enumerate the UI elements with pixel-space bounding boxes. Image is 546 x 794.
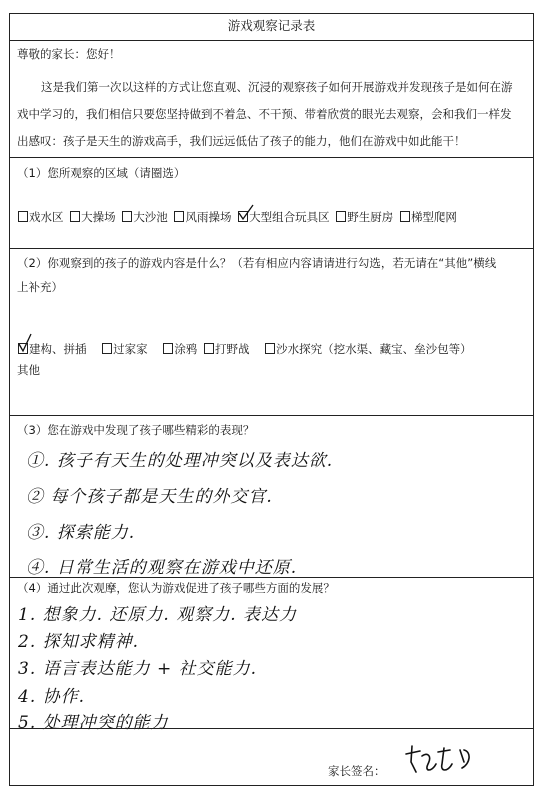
option-label: 风雨操场 [185, 210, 232, 224]
q1-option-list [18, 210, 457, 224]
divider [10, 728, 533, 729]
intro-paragraph: 这是我们第一次以这样的方式让您直观、沉浸的观察孩子如何开展游戏并发现孩子是如何在游戏中学习的，我们相信只要您坚持做到不着急、不干预、带着欣赏的眼光去观察，会和我们一样发出感叹：孩子是天生的游戏高手，我们远远低估了孩子的能力，他们在游戏中如此能干！ [17, 80, 513, 148]
divider [10, 577, 533, 578]
divider [10, 415, 533, 416]
check-mark-icon [17, 332, 35, 354]
q1-option[interactable] [400, 210, 457, 224]
q2-option[interactable] [18, 342, 87, 356]
checkbox[interactable] [174, 211, 184, 222]
checkbox[interactable] [18, 211, 28, 222]
option-label: 涂鸦 [174, 342, 198, 356]
q4-answer: 3. 语言表达能力 + 社交能力. [18, 659, 258, 679]
divider [10, 40, 533, 41]
q4-answer: 2. 探知求精神. [18, 632, 140, 652]
option-label: 大型组合玩具区 [249, 210, 330, 224]
checkbox[interactable] [400, 211, 410, 222]
q2-option[interactable] [204, 342, 250, 356]
observation-form [9, 13, 534, 786]
handwritten-signature [402, 742, 482, 778]
q3-answer: ③. 探索能力. [26, 523, 136, 543]
divider [10, 157, 533, 158]
q1-option[interactable] [238, 210, 330, 224]
q3-answer: ①. 孩子有天生的处理冲突以及表达欲. [26, 451, 334, 471]
option-label: 戏水区 [29, 210, 64, 224]
option-label: 建构、拼插 [29, 342, 87, 356]
checkbox[interactable] [70, 211, 80, 222]
q4-question: （4）通过此次观摩，您认为游戏促进了孩子哪些方面的发展？ [17, 581, 335, 595]
form-title: 游戏观察记录表 [227, 18, 316, 33]
q4-answer: 1. 想象力. 还原力. 观察力. 表达力 [18, 605, 298, 625]
q4-answer: 4. 协作. [18, 687, 86, 707]
option-label: 梯型爬网 [410, 210, 457, 224]
checkbox[interactable] [265, 343, 275, 354]
checkbox[interactable] [122, 211, 132, 222]
q2-other-label: 其他 [17, 363, 40, 377]
q3-answer: ② 每个孩子都是天生的外交官. [26, 487, 273, 507]
option-label: 野生厨房 [347, 210, 394, 224]
checkbox-checked[interactable] [18, 343, 28, 354]
checkbox-checked[interactable] [238, 211, 248, 222]
check-mark-icon [237, 204, 255, 222]
q1-option[interactable] [174, 210, 231, 224]
checkbox[interactable] [204, 343, 214, 354]
option-label: 过家家 [113, 342, 148, 356]
q2-option[interactable] [102, 342, 148, 356]
q2-option[interactable] [265, 342, 472, 356]
q2-question-line1: （2）你观察到的孩子的游戏内容是什么？（若有相应内容请请进行勾选，若无请在“其他”横线 [17, 256, 497, 270]
checkbox[interactable] [336, 211, 346, 222]
option-label: 打野战 [214, 342, 250, 356]
q2-option-list [18, 342, 472, 356]
q4-answer: 5. 处理冲突的能力 [18, 713, 169, 733]
q1-option[interactable] [336, 210, 393, 224]
q1-question: （1）您所观察的区域（请圈选） [17, 166, 186, 180]
divider [10, 248, 533, 249]
option-label: 大操场 [81, 210, 116, 224]
q2-option[interactable] [163, 342, 197, 356]
checkbox[interactable] [163, 343, 173, 354]
option-label: 大沙池 [133, 210, 168, 224]
q1-option[interactable] [18, 210, 64, 224]
checkbox[interactable] [102, 343, 112, 354]
greeting: 尊敬的家长：您好！ [17, 47, 121, 61]
q1-option[interactable] [70, 210, 116, 224]
q2-question-line2: 上补充） [17, 280, 63, 294]
option-label: 沙水探究（挖水渠、藏宝、垒沙包等） [276, 342, 472, 356]
q3-answer: ④. 日常生活的观察在游戏中还原. [26, 558, 298, 578]
signature-label: 家长签名： [328, 764, 386, 778]
q1-option[interactable] [122, 210, 168, 224]
q3-question: （3）您在游戏中发现了孩子哪些精彩的表现？ [17, 423, 255, 437]
